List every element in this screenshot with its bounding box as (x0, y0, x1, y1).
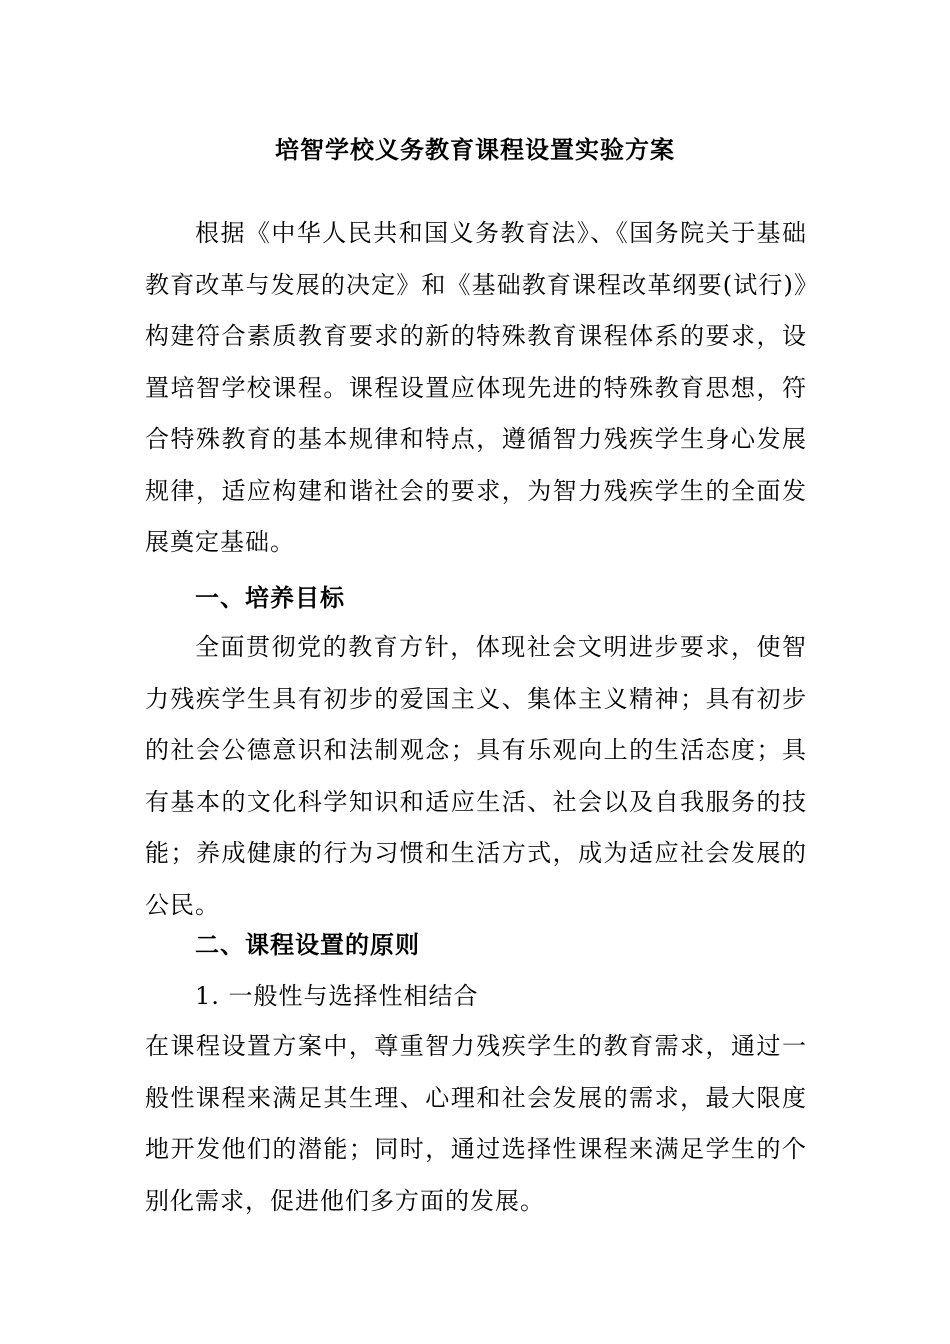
subsection-heading-general-selective: 1. 一般性与选择性相结合 (195, 982, 479, 1010)
intro-paragraph: 根据《中华人民共和国义务教育法》、《国务院关于基础教育改革与发展的决定》和《基础教育课程改革纲要(试行)》构建符合素质教育要求的新的特殊教育课程体系的要求，设置培智学校课程。课程设置应体现先进的特殊教育思想，符合特殊教育的基本规律和特点，遵循智力残疾学生身心发展规律，适应构建和谐社会的要求，为智力残疾学生的全面发展奠定基础。 (145, 219, 807, 556)
section-heading-training-goals: 一、培养目标 (195, 583, 345, 612)
general-selective-paragraph: 在课程设置方案中，尊重智力残疾学生的教育需求，通过一般性课程来满足其生理、心理和社会发展的需求，最大限度地开发他们的潜能；同时，通过选择性课程来满足学生的个别化需求，促进他们多方面的发展。 (145, 1032, 807, 1215)
training-goals-paragraph: 全面贯彻党的教育方针，体现社会文明进步要求，使智力残疾学生具有初步的爱国主义、集体主义精神；具有初步的社会公德意识和法制观念；具有乐观向上的生活态度；具有基本的文化科学知识和适应生活、社会以及自我服务的技能；养成健康的行为习惯和生活方式，成为适应社会发展的公民。 (145, 633, 807, 919)
document-title: 培智学校义务教育课程设置实验方案 (275, 135, 675, 164)
section-heading-principles: 二、课程设置的原则 (195, 930, 420, 959)
